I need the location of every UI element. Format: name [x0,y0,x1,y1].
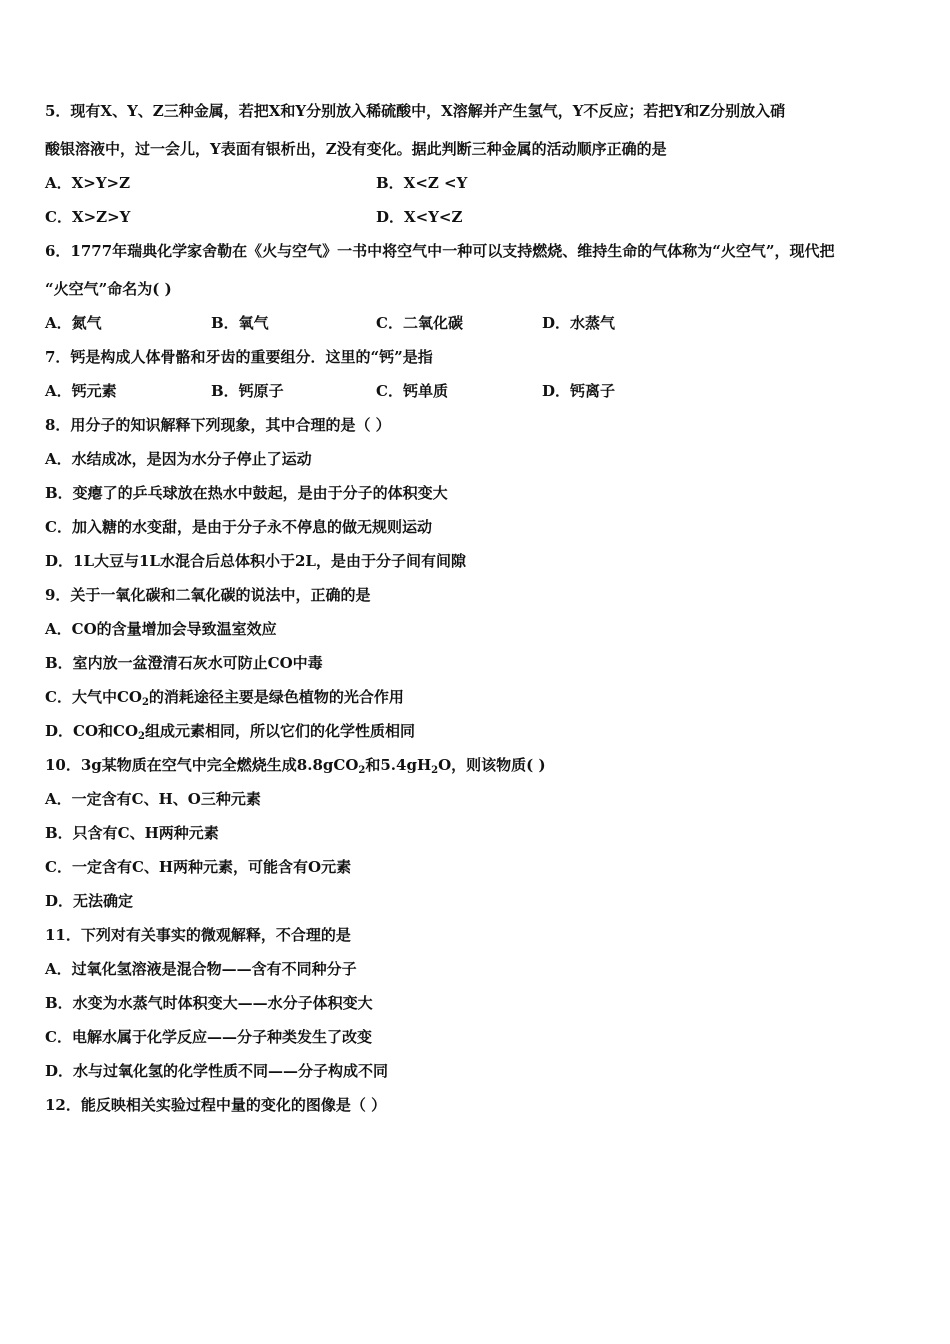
q5-option-d: D．X<Y<Z [376,208,463,226]
q10-option-d: D．无法确定 [45,892,134,910]
q11-option-c: C．电解水属于化学反应——分子种类发生了改变 [45,1028,372,1046]
q9-option-c: C．大气中$CO_2$的消耗途径主要是绿色植物的光合作用 [45,688,404,708]
q10-stem: 10．3g某物质在空气中完全燃烧生成8.8gCO$_2$和$5.4gH_2O$，则该物质( ) [45,756,546,776]
q9-option-d: D．CO和$CO_2$组成元素相同，所以它们的化学性质相同 [45,722,416,742]
q11-option-b: B．水变为水蒸气时体积变大——水分子体积变大 [45,994,373,1012]
q6-option-c: C．二氧化碳 [376,314,463,332]
q12-stem: 12．能反映相关实验过程中量的变化的图像是（ ） [45,1096,387,1114]
q10-option-b: B．只含有C、H两种元素 [45,824,219,842]
q10-option-a: A．一定含有C、H、O三种元素 [45,790,261,808]
q7-option-a: A．钙元素 [45,382,117,400]
q8-option-a: A．水结成冰，是因为水分子停止了运动 [45,450,312,468]
q5-option-a: A．X>Y>Z [45,174,131,192]
q9-stem: 9．关于一氧化碳和二氧化碳的说法中，正确的是 [45,586,371,604]
q11-option-d: D．水与过氧化氢的化学性质不同——分子构成不同 [45,1062,389,1080]
q7-option-b: B．钙原子 [211,382,284,400]
q7-option-d: D．钙离子 [542,382,616,400]
q5-stem-line2: 酸银溶液中，过一会儿，Y表面有银析出，Z没有变化。据此判断三种金属的活动顺序正确的是 [45,140,667,158]
q9-option-a: A．CO的含量增加会导致温室效应 [45,620,277,638]
q7-option-c: C．钙单质 [376,382,448,400]
q10-option-c: C．一定含有C、H两种元素，可能含有O元素 [45,858,352,876]
q9-option-b: B．室内放一盆澄清石灰水可防止CO中毒 [45,654,323,672]
q8-option-c: C．加入糖的水变甜，是由于分子永不停息的做无规则运动 [45,518,432,536]
q8-stem: 8．用分子的知识解释下列现象，其中合理的是（ ） [45,416,391,434]
q6-option-a: A．氮气 [45,314,102,332]
q11-option-a: A．过氧化氢溶液是混合物——含有不同种分子 [45,960,357,978]
q8-option-b: B．变瘪了的乒乓球放在热水中鼓起，是由于分子的体积变大 [45,484,448,502]
q8-option-d: D．1L大豆与1L水混合后总体积小于2L，是由于分子间有间隙 [45,552,466,570]
q6-stem-line1: 6．1777年瑞典化学家舍勒在《火与空气》一书中将空气中一种可以支持燃烧、维持生命的气体称为“火空气”，现代把 [45,242,835,260]
q11-stem: 11．下列对有关事实的微观解释，不合理的是 [45,926,351,944]
q6-stem-line2: “火空气”命名为( ) [45,280,172,298]
q6-option-b: B．氧气 [211,314,269,332]
q5-option-c: C．X>Z>Y [45,208,131,226]
q6-option-d: D．水蒸气 [542,314,616,332]
q7-stem: 7．钙是构成人体骨骼和牙齿的重要组分．这里的“钙”是指 [45,348,433,366]
q5-option-b: B．X<Z <Y [376,174,468,192]
q5-stem-line1: 5．现有X、Y、Z三种金属，若把X和Y分别放入稀硫酸中，X溶解并产生氢气，Y不反应；若把Y和Z分别放入硝 [45,102,786,120]
